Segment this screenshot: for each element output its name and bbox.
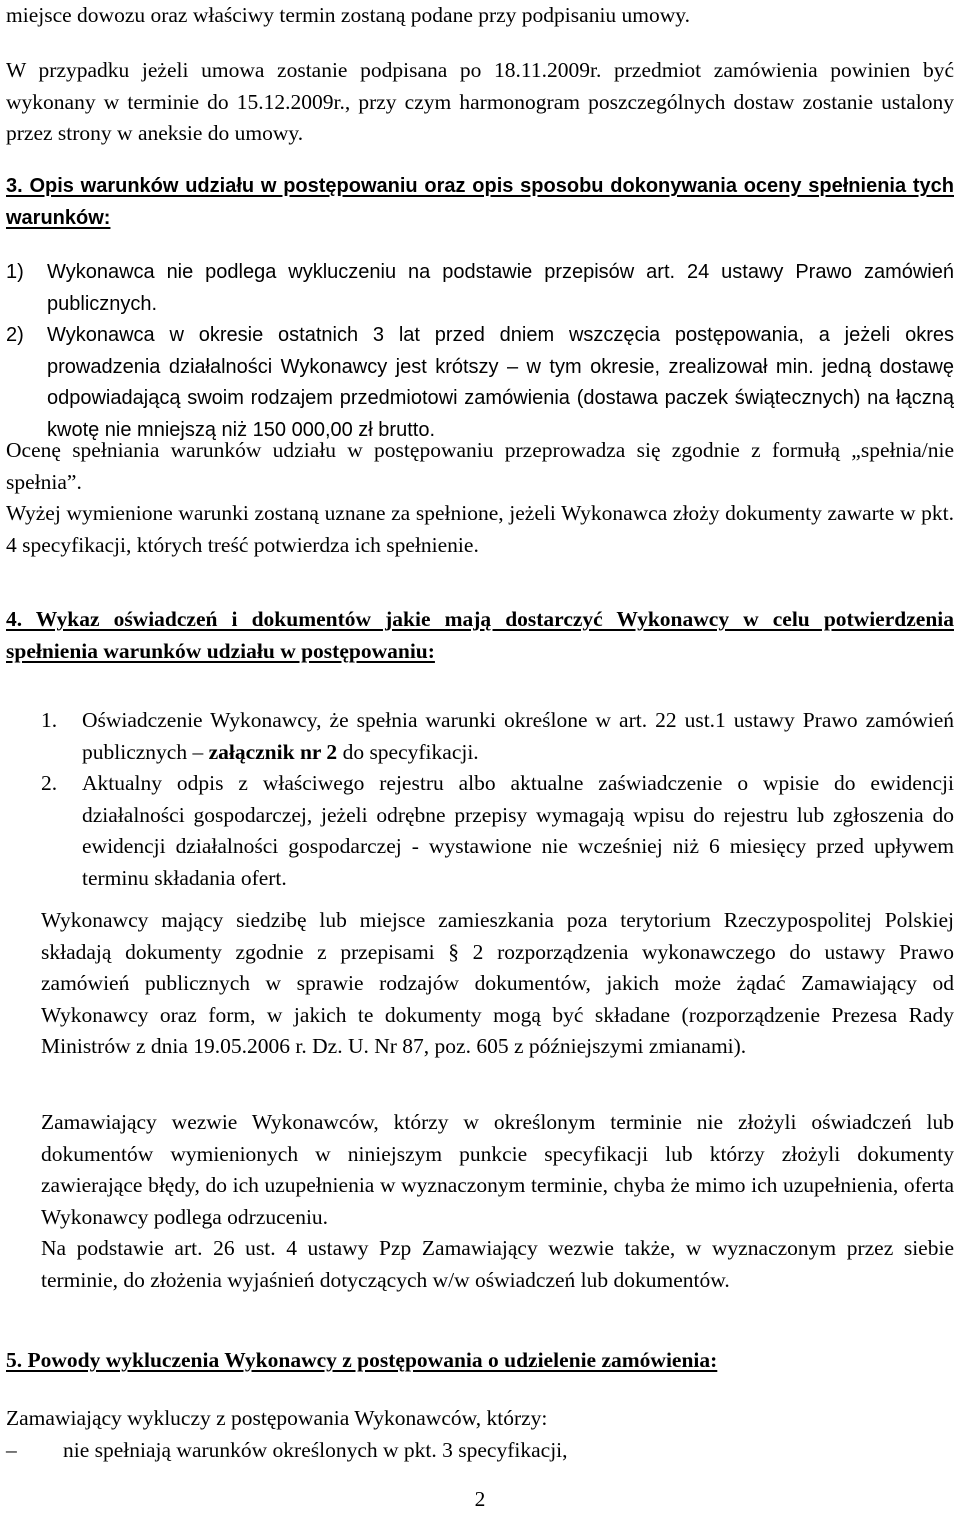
- section-3-item-1: [6, 257, 954, 320]
- item-number: 1.: [41, 708, 58, 732]
- item-text: Wykonawca nie podlega wykluczeniu na podstawie przepisów art. 24 ustawy Prawo zamówień publicznych.: [47, 261, 954, 315]
- item-text-before: Oświadczenie Wykonawcy, że spełnia warunki określone w art. 22 ust.1 ustawy Prawo zamówień publicznych –: [82, 708, 954, 764]
- section-5-body: [6, 1403, 954, 1466]
- section-5-heading: 5. Powody wykluczenia Wykonawcy z postępowania o udzielenie zamówienia:: [6, 1348, 718, 1372]
- dash-bullet: –: [6, 1437, 17, 1462]
- intro-first-line: miejsce dowozu oraz właściwy termin zostaną podane przy podpisaniu umowy.: [6, 3, 691, 27]
- foreign-contractors-block: [41, 905, 954, 1063]
- intro-paragraph-block: [6, 55, 954, 150]
- item-number: 2): [6, 324, 24, 346]
- intro-paragraph: W przypadku jeżeli umowa zostanie podpisana po 18.11.2009r. przedmiot zamówienia powinien być wykonany w terminie do 15.12.2009r., przy czym harmonogram poszczególnych dostaw zostanie ustalony przez strony w aneksie do umowy.: [6, 58, 954, 145]
- assessment-paragraph-1: Ocenę spełniania warunków udziału w postępowaniu przeprowadza się zgodnie z formułą „spełnia/nie spełnia”.: [6, 438, 954, 494]
- section-4-heading: 4. Wykaz oświadczeń i dokumentów jakie mają dostarczyć Wykonawcy w celu potwierdzenia spełnienia warunków udziału w postępowaniu:: [6, 607, 954, 663]
- item-number: 1): [6, 261, 24, 283]
- section-4-heading-block: [6, 604, 954, 667]
- section-4-list: [41, 705, 954, 894]
- section-5-intro: Zamawiający wykluczy z postępowania Wykonawców, którzy:: [6, 1406, 548, 1430]
- foreign-contractors-paragraph: Wykonawcy mający siedzibę lub miejsce zamieszkania poza terytorium Rzeczypospolitej Polskiej składają dokumenty zgodnie z przepisami § 2 rozporządzenia wykonawczego do ustawy Prawo zamówień publicznych w sprawie rodzajów dokumentów, jakich może żądać Zamawiający od Wykonawcy oraz form, w jakich te dokumenty mogą być składane (rozporządzenie Prezesa Rady Ministrów z dnia 19.05.2006 r. Dz. U. Nr 87, poz. 605 z późniejszymi zmianami).: [41, 908, 954, 1058]
- item-text: nie spełniają warunków określonych w pkt. 3 specyfikacji,: [63, 1437, 568, 1462]
- call-to-complete-block: [41, 1107, 954, 1296]
- section-3-heading-block: [6, 171, 954, 234]
- section-4-item-1: [41, 705, 954, 768]
- intro-line: [6, 0, 954, 32]
- item-text: Aktualny odpis z właściwego rejestru albo aktualne zaświadczenie o wpisie do ewidencji działalności gospodarczej, jeżeli odrębne przepisy wymagają wpisu do rejestru lub zgłoszenia do ewidencji działalności gospodarczej - wystawione nie wcześniej niż 6 miesięcy przed upływem terminu składania ofert.: [82, 771, 954, 890]
- call-to-complete-paragraph: Zamawiający wezwie Wykonawców, którzy w określonym terminie nie złożyli oświadczeń lub dokumentów wymienionych w niniejszym punkcie specyfikacji lub którzy złożyli dokumenty zawierające błędy, do ich uzupełnienia w wyznaczonym terminie, chyba że mimo ich uzupełnienia, oferta Wykonawcy podlega odrzuceniu.: [41, 1110, 954, 1229]
- section-3-item-2: [6, 320, 954, 446]
- assessment-block: [6, 435, 954, 561]
- item-text-after: do specyfikacji.: [337, 739, 479, 764]
- page-number: 2: [474, 1487, 486, 1511]
- item-number: 2.: [41, 771, 58, 795]
- section-4-item-2: [41, 768, 954, 894]
- section-3-heading: 3. Opis warunków udziału w postępowaniu oraz opis sposobu dokonywania oceny spełnienia tych warunków:: [6, 175, 954, 229]
- section-5-item-1: [6, 1435, 954, 1467]
- item-text: Wykonawca w okresie ostatnich 3 lat przed dniem wszczęcia postępowania, a jeżeli okres prowadzenia działalności Wykonawcy jest krótszy – w tym okresie, zrealizował min. jedną dostawę odpowiadającą swoim rodzajem przedmiotowi zamówienia (dostawa paczek świątecznych) na łączną kwotę nie mniejszą niż 150 000,00 zł brutto.: [47, 324, 954, 441]
- section-3-list: [6, 257, 954, 446]
- assessment-paragraph-2: Wyżej wymienione warunki zostaną uznane za spełnione, jeżeli Wykonawca złoży dokumenty zawarte w pkt. 4 specyfikacji, których treść potwierdza ich spełnienie.: [6, 501, 954, 557]
- attachment-reference: załącznik nr 2: [208, 739, 338, 764]
- section-5-heading-block: [6, 1345, 954, 1377]
- explanations-paragraph: Na podstawie art. 26 ust. 4 ustawy Pzp Zamawiający wezwie także, w wyznaczonym przez siebie terminie, do złożenia wyjaśnień dotyczących w/w oświadczeń lub dokumentów.: [41, 1236, 954, 1292]
